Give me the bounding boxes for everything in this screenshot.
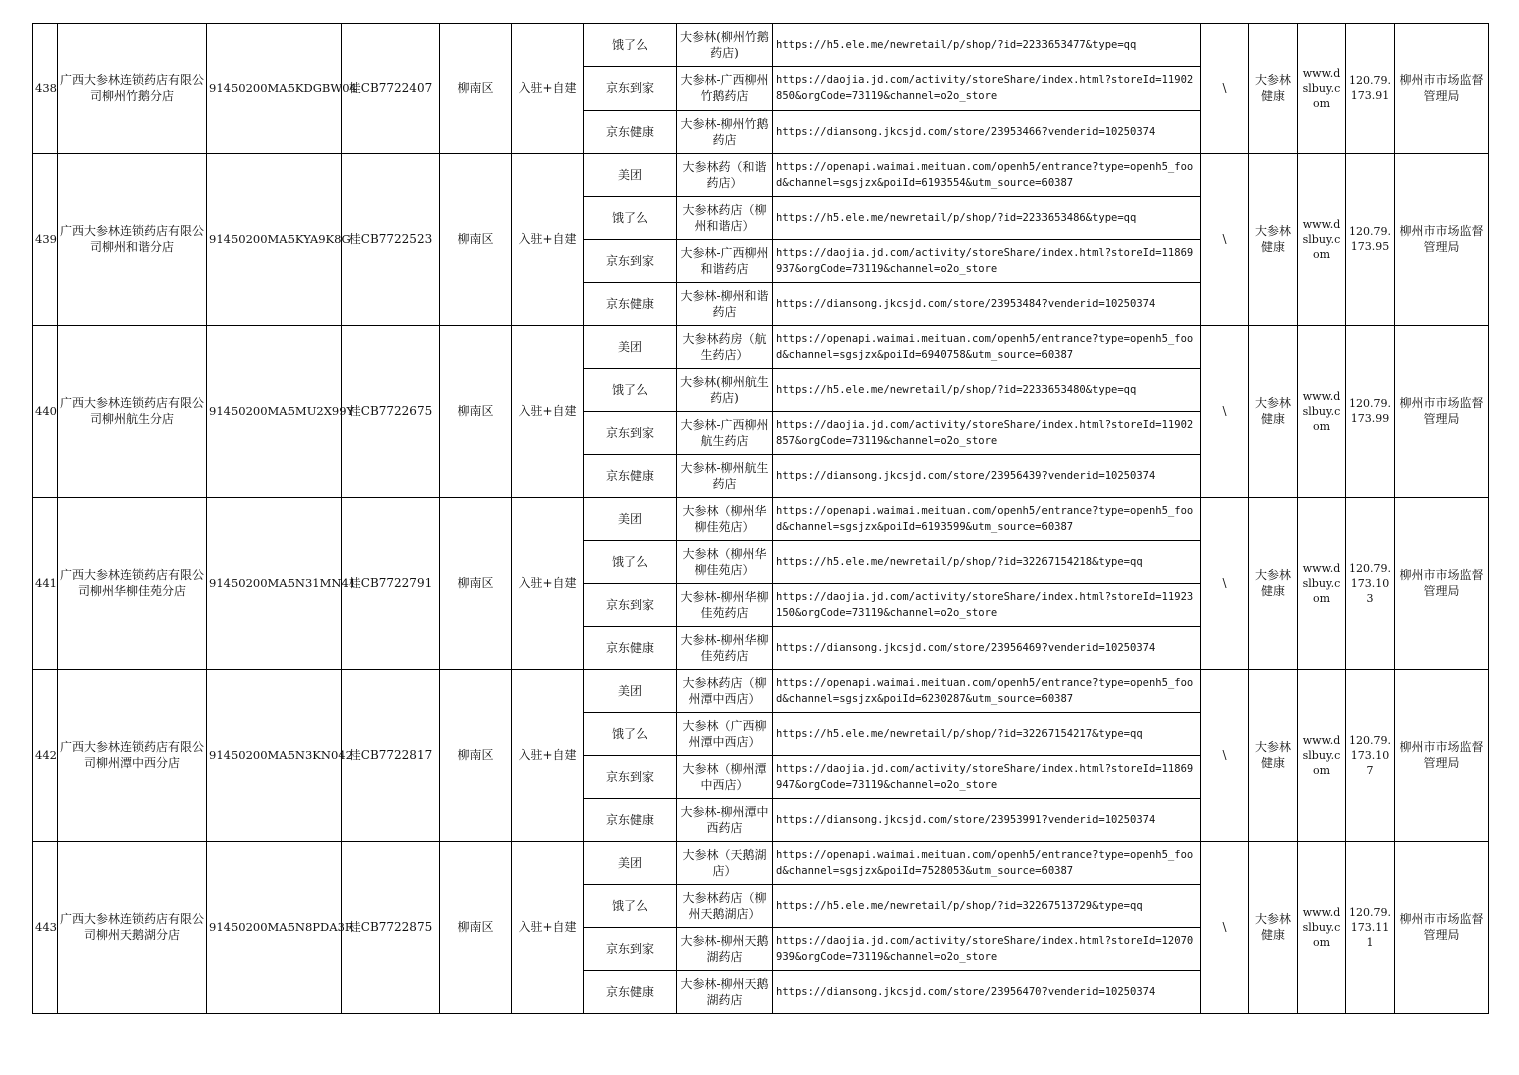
credit-code: 91450200MA5N8PDA3R: [207, 841, 342, 1013]
district: 柳南区: [440, 24, 512, 154]
self-website[interactable]: www.dslbuy.com: [1298, 24, 1346, 154]
platform-name: 美团: [584, 325, 677, 368]
regulator: 柳州市市场监督管理局: [1395, 325, 1489, 497]
remark-backslash: \: [1201, 153, 1249, 325]
regulator: 柳州市市场监督管理局: [1395, 841, 1489, 1013]
self-website[interactable]: www.dslbuy.com: [1298, 497, 1346, 669]
platform-name: 饿了么: [584, 712, 677, 755]
table-row: [33, 497, 1489, 540]
store-name: 大参林-柳州和谐药店: [677, 282, 773, 325]
platform-name: 美团: [584, 669, 677, 712]
store-url[interactable]: https://h5.ele.me/newretail/p/shop/?id=2233653480&type=qq: [773, 368, 1201, 411]
store-url[interactable]: https://h5.ele.me/newretail/p/shop/?id=32267513729&type=qq: [773, 884, 1201, 927]
row-number: 441: [33, 497, 58, 669]
store-url[interactable]: https://h5.ele.me/newretail/p/shop/?id=32267154217&type=qq: [773, 712, 1201, 755]
platform-name: 饿了么: [584, 368, 677, 411]
store-url[interactable]: https://daojia.jd.com/activity/storeShare/index.html?storeId=11902850&orgCode=73119&channel=o2o_store: [773, 67, 1201, 110]
self-platform-name: 大参林健康: [1249, 669, 1298, 841]
platform-name: 京东到家: [584, 411, 677, 454]
store-url[interactable]: https://daojia.jd.com/activity/storeShare/index.html?storeId=11869937&orgCode=73119&channel=o2o_store: [773, 239, 1201, 282]
table-body: [33, 24, 1489, 1014]
ip-address: 120.79.173.99: [1346, 325, 1395, 497]
platform-name: 饿了么: [584, 196, 677, 239]
store-url[interactable]: https://diansong.jkcsjd.com/store/23953991?venderid=10250374: [773, 798, 1201, 841]
table-row: [33, 841, 1489, 884]
license-number: 桂CB7722523: [342, 153, 440, 325]
license-number: 桂CB7722675: [342, 325, 440, 497]
store-name: 大参林(柳州竹鹅药店): [677, 24, 773, 67]
platform-name: 京东健康: [584, 798, 677, 841]
row-number: 438: [33, 24, 58, 154]
ip-address: 120.79.173.91: [1346, 24, 1395, 154]
self-platform-name: 大参林健康: [1249, 841, 1298, 1013]
district: 柳南区: [440, 497, 512, 669]
store-url[interactable]: https://diansong.jkcsjd.com/store/23953466?venderid=10250374: [773, 110, 1201, 153]
table-row: [33, 153, 1489, 196]
store-url[interactable]: https://diansong.jkcsjd.com/store/23956469?venderid=10250374: [773, 626, 1201, 669]
remark-backslash: \: [1201, 325, 1249, 497]
store-url[interactable]: https://h5.ele.me/newretail/p/shop/?id=32267154218&type=qq: [773, 540, 1201, 583]
district: 柳南区: [440, 669, 512, 841]
platform-name: 京东健康: [584, 282, 677, 325]
store-name: 大参林（柳州潭中西店）: [677, 755, 773, 798]
business-mode: 入驻+自建: [512, 497, 584, 669]
regulator: 柳州市市场监督管理局: [1395, 497, 1489, 669]
store-name: 大参林（柳州华柳佳苑店）: [677, 540, 773, 583]
store-url[interactable]: https://daojia.jd.com/activity/storeShare/index.html?storeId=11923150&orgCode=73119&channel=o2o_store: [773, 583, 1201, 626]
store-name: 大参林-柳州潭中西药店: [677, 798, 773, 841]
store-url[interactable]: https://openapi.waimai.meituan.com/openh5/entrance?type=openh5_food&channel=sgsjzx&poiId=6193599&utm_source=60387: [773, 497, 1201, 540]
self-platform-name: 大参林健康: [1249, 325, 1298, 497]
company-name: 广西大参林连锁药店有限公司柳州潭中西分店: [58, 669, 207, 841]
business-mode: 入驻+自建: [512, 669, 584, 841]
company-name: 广西大参林连锁药店有限公司柳州和谐分店: [58, 153, 207, 325]
regulator: 柳州市市场监督管理局: [1395, 669, 1489, 841]
store-url[interactable]: https://h5.ele.me/newretail/p/shop/?id=2233653486&type=qq: [773, 196, 1201, 239]
credit-code: 91450200MA5KDGBW04: [207, 24, 342, 154]
ip-address: 120.79.173.107: [1346, 669, 1395, 841]
regulator: 柳州市市场监督管理局: [1395, 24, 1489, 154]
store-name: 大参林-广西柳州航生药店: [677, 411, 773, 454]
store-name: 大参林-广西柳州和谐药店: [677, 239, 773, 282]
store-name: 大参林（广西柳州潭中西店）: [677, 712, 773, 755]
business-mode: 入驻+自建: [512, 841, 584, 1013]
store-url[interactable]: https://openapi.waimai.meituan.com/openh5/entrance?type=openh5_food&channel=sgsjzx&poiId=6193554&utm_source=60387: [773, 153, 1201, 196]
company-name: 广西大参林连锁药店有限公司柳州华柳佳苑分店: [58, 497, 207, 669]
ip-address: 120.79.173.95: [1346, 153, 1395, 325]
district: 柳南区: [440, 153, 512, 325]
store-name: 大参林-柳州天鹅湖药店: [677, 970, 773, 1013]
store-name: 大参林药店（柳州和谐店）: [677, 196, 773, 239]
store-name: 大参林药店（柳州潭中西店）: [677, 669, 773, 712]
self-platform-name: 大参林健康: [1249, 497, 1298, 669]
business-mode: 入驻+自建: [512, 153, 584, 325]
row-number: 440: [33, 325, 58, 497]
store-url[interactable]: https://openapi.waimai.meituan.com/openh5/entrance?type=openh5_food&channel=sgsjzx&poiId=6940758&utm_source=60387: [773, 325, 1201, 368]
self-website[interactable]: www.dslbuy.com: [1298, 841, 1346, 1013]
business-mode: 入驻+自建: [512, 24, 584, 154]
remark-backslash: \: [1201, 841, 1249, 1013]
license-number: 桂CB7722791: [342, 497, 440, 669]
business-mode: 入驻+自建: [512, 325, 584, 497]
row-number: 439: [33, 153, 58, 325]
store-name: 大参林-柳州航生药店: [677, 454, 773, 497]
platform-name: 京东健康: [584, 970, 677, 1013]
platform-name: 京东到家: [584, 583, 677, 626]
registry-sheet: [32, 23, 1488, 1014]
platform-name: 京东到家: [584, 927, 677, 970]
row-number: 442: [33, 669, 58, 841]
store-name: 大参林（天鹅湖店）: [677, 841, 773, 884]
store-url[interactable]: https://openapi.waimai.meituan.com/openh5/entrance?type=openh5_food&channel=sgsjzx&poiId=6230287&utm_source=60387: [773, 669, 1201, 712]
row-number: 443: [33, 841, 58, 1013]
license-number: 桂CB7722875: [342, 841, 440, 1013]
store-url[interactable]: https://h5.ele.me/newretail/p/shop/?id=2233653477&type=qq: [773, 24, 1201, 67]
store-url[interactable]: https://daojia.jd.com/activity/storeShare/index.html?storeId=11902857&orgCode=73119&channel=o2o_store: [773, 411, 1201, 454]
platform-name: 饿了么: [584, 540, 677, 583]
store-name: 大参林-广西柳州竹鹅药店: [677, 67, 773, 110]
store-name: 大参林-柳州竹鹅药店: [677, 110, 773, 153]
platform-name: 京东健康: [584, 110, 677, 153]
license-number: 桂CB7722407: [342, 24, 440, 154]
company-name: 广西大参林连锁药店有限公司柳州竹鹅分店: [58, 24, 207, 154]
self-website[interactable]: www.dslbuy.com: [1298, 325, 1346, 497]
store-url[interactable]: https://daojia.jd.com/activity/storeShare/index.html?storeId=11869947&orgCode=73119&channel=o2o_store: [773, 755, 1201, 798]
remark-backslash: \: [1201, 669, 1249, 841]
remark-backslash: \: [1201, 24, 1249, 154]
platform-name: 京东到家: [584, 239, 677, 282]
company-name: 广西大参林连锁药店有限公司柳州航生分店: [58, 325, 207, 497]
store-name: 大参林药房（航生药店）: [677, 325, 773, 368]
credit-code: 91450200MA5KYA9K8G: [207, 153, 342, 325]
store-url[interactable]: https://diansong.jkcsjd.com/store/23956470?venderid=10250374: [773, 970, 1201, 1013]
self-website[interactable]: www.dslbuy.com: [1298, 669, 1346, 841]
store-url[interactable]: https://diansong.jkcsjd.com/store/23956439?venderid=10250374: [773, 454, 1201, 497]
store-name: 大参林药（和谐药店）: [677, 153, 773, 196]
platform-name: 京东健康: [584, 454, 677, 497]
store-name: 大参林（柳州华柳佳苑店）: [677, 497, 773, 540]
platform-name: 美团: [584, 153, 677, 196]
self-platform-name: 大参林健康: [1249, 153, 1298, 325]
district: 柳南区: [440, 841, 512, 1013]
ip-address: 120.79.173.103: [1346, 497, 1395, 669]
ip-address: 120.79.173.111: [1346, 841, 1395, 1013]
store-url[interactable]: https://diansong.jkcsjd.com/store/23953484?venderid=10250374: [773, 282, 1201, 325]
store-name: 大参林-柳州天鹅湖药店: [677, 927, 773, 970]
table-row: [33, 669, 1489, 712]
store-url[interactable]: https://daojia.jd.com/activity/storeShare/index.html?storeId=12070939&orgCode=73119&channel=o2o_store: [773, 927, 1201, 970]
license-number: 桂CB7722817: [342, 669, 440, 841]
store-table: [32, 23, 1489, 1014]
platform-name: 京东到家: [584, 755, 677, 798]
self-website[interactable]: www.dslbuy.com: [1298, 153, 1346, 325]
store-name: 大参林-柳州华柳佳苑药店: [677, 583, 773, 626]
company-name: 广西大参林连锁药店有限公司柳州天鹅湖分店: [58, 841, 207, 1013]
platform-name: 饿了么: [584, 24, 677, 67]
store-url[interactable]: https://openapi.waimai.meituan.com/openh5/entrance?type=openh5_food&channel=sgsjzx&poiId=7528053&utm_source=60387: [773, 841, 1201, 884]
credit-code: 91450200MA5N31MN41: [207, 497, 342, 669]
table-row: [33, 24, 1489, 67]
regulator: 柳州市市场监督管理局: [1395, 153, 1489, 325]
platform-name: 京东健康: [584, 626, 677, 669]
district: 柳南区: [440, 325, 512, 497]
store-name: 大参林-柳州华柳佳苑药店: [677, 626, 773, 669]
platform-name: 美团: [584, 841, 677, 884]
credit-code: 91450200MA5N3KN042: [207, 669, 342, 841]
credit-code: 91450200MA5MU2X99Y: [207, 325, 342, 497]
platform-name: 京东到家: [584, 67, 677, 110]
platform-name: 美团: [584, 497, 677, 540]
platform-name: 饿了么: [584, 884, 677, 927]
store-name: 大参林药店（柳州天鹅湖店）: [677, 884, 773, 927]
remark-backslash: \: [1201, 497, 1249, 669]
store-name: 大参林(柳州航生药店): [677, 368, 773, 411]
table-row: [33, 325, 1489, 368]
self-platform-name: 大参林健康: [1249, 24, 1298, 154]
